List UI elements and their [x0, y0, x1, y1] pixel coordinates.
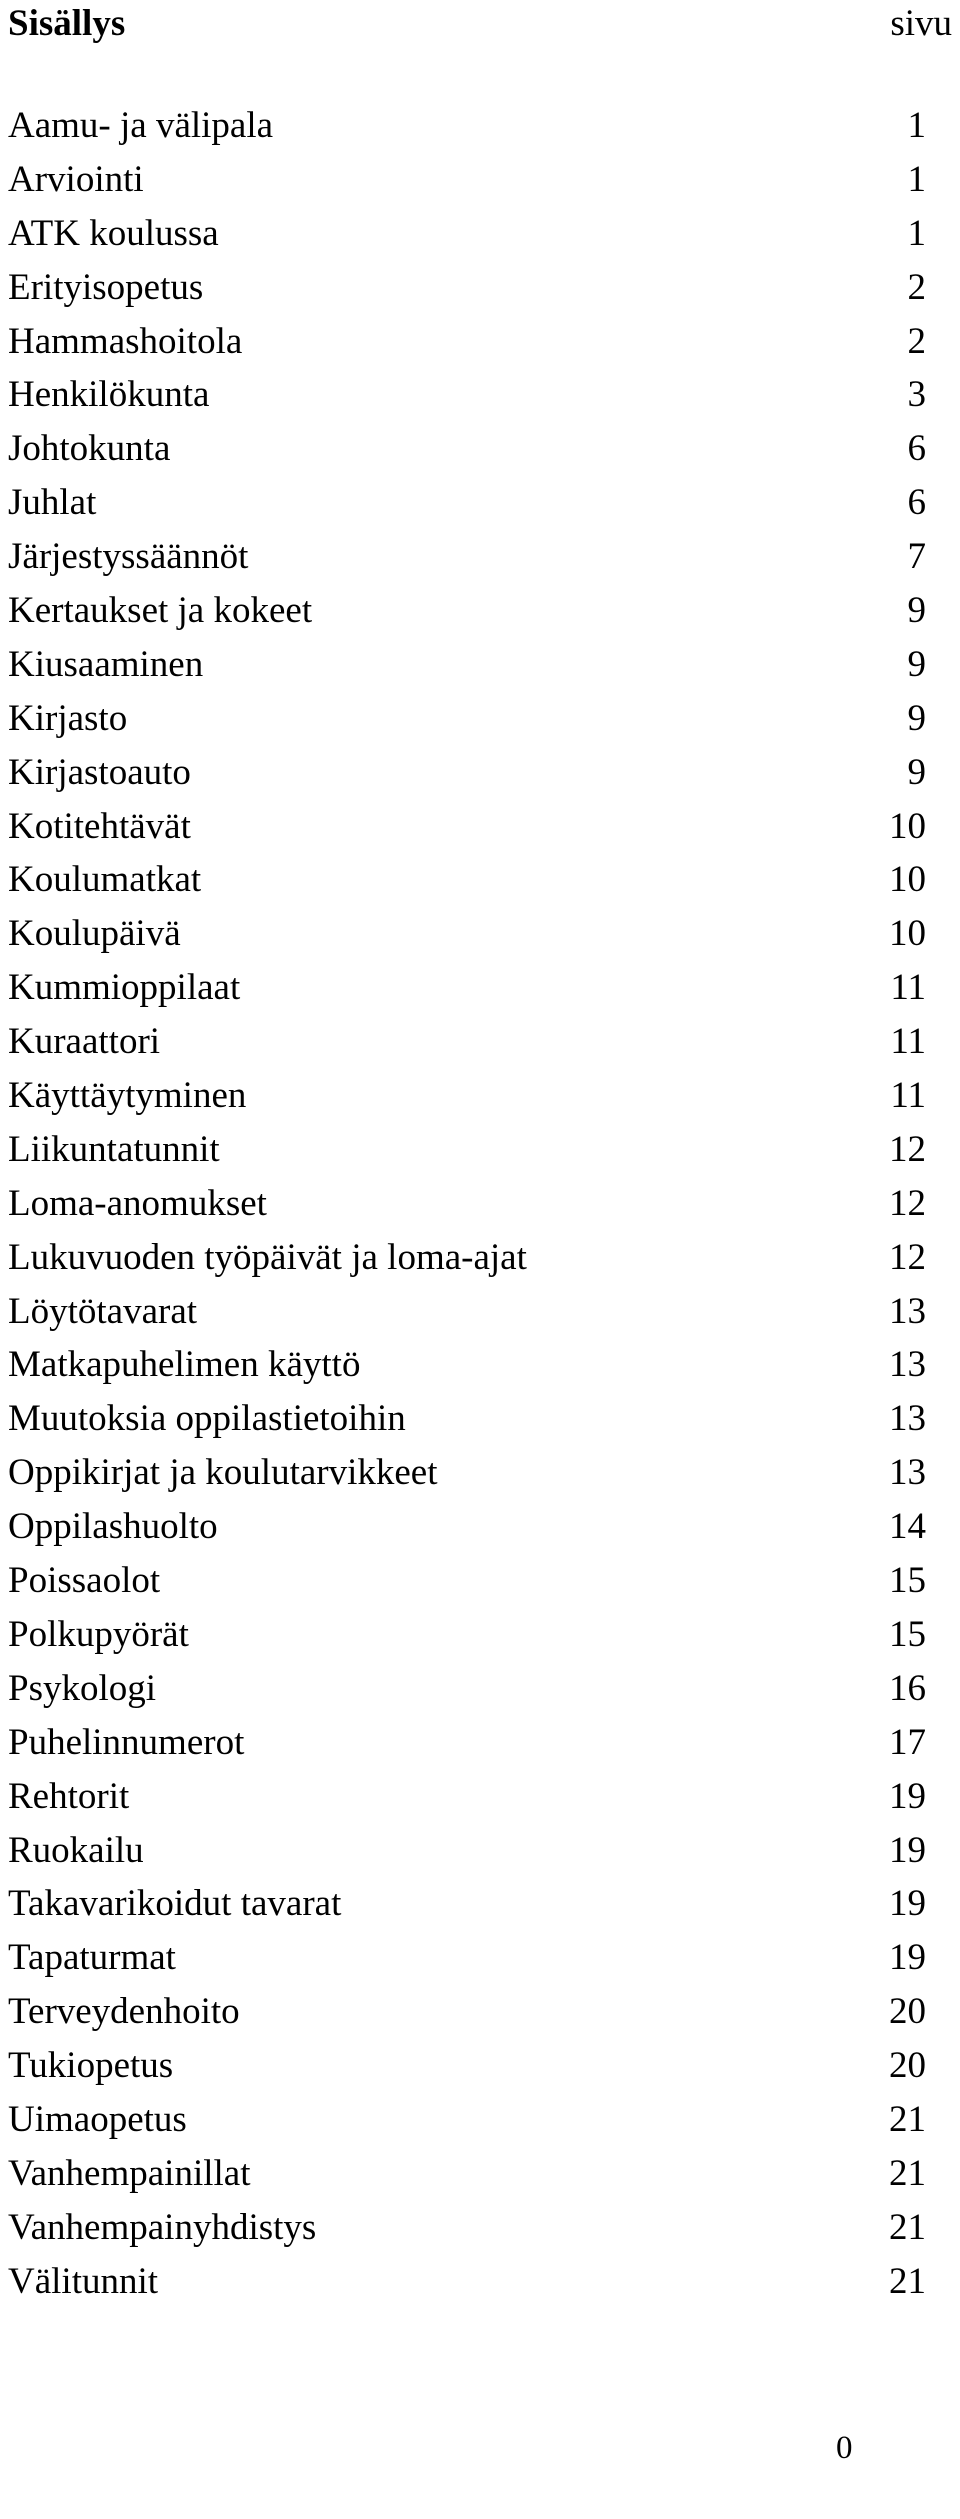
toc-entry-page: 19 — [889, 1937, 926, 1979]
toc-entry-page: 19 — [889, 1775, 926, 1817]
toc-entry[interactable] — [0, 1826, 960, 1880]
toc-entry[interactable] — [0, 478, 960, 532]
toc-entry-page: 13 — [889, 1344, 926, 1386]
toc-entry[interactable] — [0, 1287, 960, 1341]
toc-entry-page: 10 — [889, 805, 926, 847]
toc-entry-page: 2 — [907, 266, 926, 308]
toc-entry-label: Koulupäivä — [8, 913, 181, 955]
toc-entry-page: 11 — [890, 1021, 926, 1063]
toc-entry-page: 16 — [889, 1667, 926, 1709]
toc-entry[interactable] — [0, 1987, 960, 2041]
toc-entry-label: Psykologi — [8, 1667, 157, 1709]
toc-entry-label: Käyttäytyminen — [8, 1075, 247, 1117]
toc-entry[interactable] — [0, 1718, 960, 1772]
toc-entry-page: 11 — [890, 967, 926, 1009]
toc-entry-label: Koulumatkat — [8, 859, 202, 901]
toc-entry-label: Vanhempainillat — [8, 2152, 251, 2194]
toc-entry[interactable] — [0, 2095, 960, 2149]
toc-entry[interactable] — [0, 640, 960, 694]
toc-entry-label: Kirjasto — [8, 697, 128, 739]
toc-entry-label: Juhlat — [8, 482, 97, 524]
toc-entry[interactable] — [0, 1233, 960, 1287]
toc-entry-page: 19 — [889, 1829, 926, 1871]
toc-entry[interactable] — [0, 1340, 960, 1394]
toc-entry-page: 20 — [889, 2045, 926, 2087]
toc-entry-page: 15 — [889, 1613, 926, 1655]
toc-entry[interactable] — [0, 1610, 960, 1664]
toc-entry-label: Rehtorit — [8, 1775, 130, 1817]
toc-entry-page: 7 — [907, 536, 926, 578]
toc-entry[interactable] — [0, 2257, 960, 2311]
toc-entry-page: 20 — [889, 1991, 926, 2033]
toc-entry-page: 9 — [907, 697, 926, 739]
toc-entry-label: Matkapuhelimen käyttö — [8, 1344, 361, 1386]
toc-entry-page: 21 — [889, 2152, 926, 2194]
page-number: 0 — [836, 2430, 853, 2466]
toc-entry-page: 13 — [889, 1290, 926, 1332]
toc-entry-label: Poissaolot — [8, 1560, 161, 1602]
toc-entry-page: 2 — [907, 320, 926, 362]
toc-entry[interactable] — [0, 963, 960, 1017]
toc-entry-label: Muutoksia oppilastietoihin — [8, 1398, 406, 1440]
toc-entry-page: 6 — [907, 482, 926, 524]
toc-entry-page: 3 — [907, 374, 926, 416]
toc-entry-label: Erityisopetus — [8, 266, 204, 308]
toc-entry-page: 17 — [889, 1721, 926, 1763]
toc-entry-label: Löytötavarat — [8, 1290, 198, 1332]
toc-entry-label: Henkilökunta — [8, 374, 210, 416]
toc-entry-label: Aamu- ja välipala — [8, 105, 274, 146]
toc-entry[interactable] — [0, 586, 960, 640]
toc-entry-label: Loma-anomukset — [8, 1182, 267, 1224]
toc-entry-page: 13 — [889, 1398, 926, 1440]
toc-entry[interactable] — [0, 909, 960, 963]
toc-entry-page: 10 — [889, 859, 926, 901]
toc-entry-label: Lukuvuoden työpäivät ja loma-ajat — [8, 1236, 527, 1278]
toc-entry-page: 12 — [889, 1128, 926, 1170]
toc-entry-label: Liikuntatunnit — [8, 1128, 220, 1170]
toc-entry-label: Välitunnit — [8, 2260, 159, 2302]
toc-entry-label: Polkupyörät — [8, 1613, 189, 1655]
toc-entry-label: Järjestyssäännöt — [8, 536, 249, 578]
toc-entry[interactable] — [0, 748, 960, 802]
toc-entry[interactable] — [0, 532, 960, 586]
toc-entry[interactable] — [0, 2041, 960, 2095]
toc-entry-label: Tukiopetus — [8, 2045, 174, 2087]
toc-entry[interactable] — [0, 263, 960, 317]
toc-entry-label: Hammashoitola — [8, 320, 243, 362]
toc-entry-label: Oppikirjat ja koulutarvikkeet — [8, 1452, 438, 1494]
toc-entry-label: Kummioppilaat — [8, 967, 241, 1009]
toc-entry[interactable] — [0, 1664, 960, 1718]
toc-entry[interactable] — [0, 424, 960, 478]
toc-entry[interactable] — [0, 1933, 960, 1987]
toc-entry-page: 6 — [907, 428, 926, 470]
toc-entry-page: 11 — [890, 1075, 926, 1117]
toc-entry[interactable] — [0, 2203, 960, 2257]
toc-entry-page: 15 — [889, 1560, 926, 1602]
toc-entry[interactable] — [0, 1125, 960, 1179]
toc-entry-page: 19 — [889, 1883, 926, 1925]
toc-entry-label: Arviointi — [8, 158, 144, 200]
toc-entry-label: Johtokunta — [8, 428, 171, 470]
toc-title: Sisällys — [8, 3, 126, 44]
toc-entry-page: 12 — [889, 1236, 926, 1278]
toc-entry-label: Ruokailu — [8, 1829, 144, 1871]
toc-entry[interactable] — [0, 370, 960, 424]
toc-entry-label: Kuraattori — [8, 1021, 161, 1063]
toc-header — [0, 0, 960, 50]
toc-entry[interactable] — [0, 802, 960, 856]
toc-entry-page: 9 — [907, 643, 926, 685]
toc-entry[interactable] — [0, 1448, 960, 1502]
toc-entry-label: Terveydenhoito — [8, 1991, 240, 2033]
toc-entry-label: Puhelinnumerot — [8, 1721, 245, 1763]
toc-entry[interactable] — [0, 317, 960, 371]
toc-entry-list — [0, 101, 960, 2311]
toc-entry[interactable] — [0, 1394, 960, 1448]
toc-entry-label: Kotitehtävät — [8, 805, 191, 847]
toc-entry[interactable] — [0, 1502, 960, 1556]
toc-entry[interactable] — [0, 1772, 960, 1826]
toc-entry[interactable] — [0, 155, 960, 209]
toc-entry[interactable] — [0, 1017, 960, 1071]
toc-entry[interactable] — [0, 2149, 960, 2203]
toc-entry-page: 21 — [889, 2206, 926, 2248]
toc-entry[interactable] — [0, 1179, 960, 1233]
toc-entry[interactable] — [0, 1556, 960, 1610]
toc-entry-page: 9 — [907, 590, 926, 632]
toc-entry-label: Kiusaaminen — [8, 643, 204, 685]
toc-entry-page: 1 — [907, 212, 926, 254]
toc-entry[interactable] — [0, 1071, 960, 1125]
page-column-header: sivu — [890, 3, 952, 44]
toc-entry-page: 21 — [889, 2098, 926, 2140]
toc-entry[interactable] — [0, 101, 960, 155]
toc-entry-page: 1 — [907, 105, 926, 146]
toc-entry-page: 12 — [889, 1182, 926, 1224]
toc-entry[interactable] — [0, 1879, 960, 1933]
toc-entry[interactable] — [0, 694, 960, 748]
toc-entry-label: Oppilashuolto — [8, 1506, 218, 1548]
toc-entry-page: 1 — [907, 158, 926, 200]
toc-entry-label: Vanhempainyhdistys — [8, 2206, 317, 2248]
toc-entry-label: Uimaopetus — [8, 2098, 187, 2140]
toc-entry-page: 10 — [889, 913, 926, 955]
toc-entry[interactable] — [0, 209, 960, 263]
toc-entry-label: Kirjastoauto — [8, 751, 191, 793]
toc-entry-page: 9 — [907, 751, 926, 793]
toc-entry[interactable] — [0, 855, 960, 909]
toc-entry-label: Tapaturmat — [8, 1937, 176, 1979]
toc-entry-page: 21 — [889, 2260, 926, 2302]
toc-entry-label: Kertaukset ja kokeet — [8, 590, 313, 632]
toc-entry-label: ATK koulussa — [8, 212, 219, 254]
toc-entry-page: 13 — [889, 1452, 926, 1494]
toc-entry-label: Takavarikoidut tavarat — [8, 1883, 342, 1925]
toc-entry-page: 14 — [889, 1506, 926, 1548]
